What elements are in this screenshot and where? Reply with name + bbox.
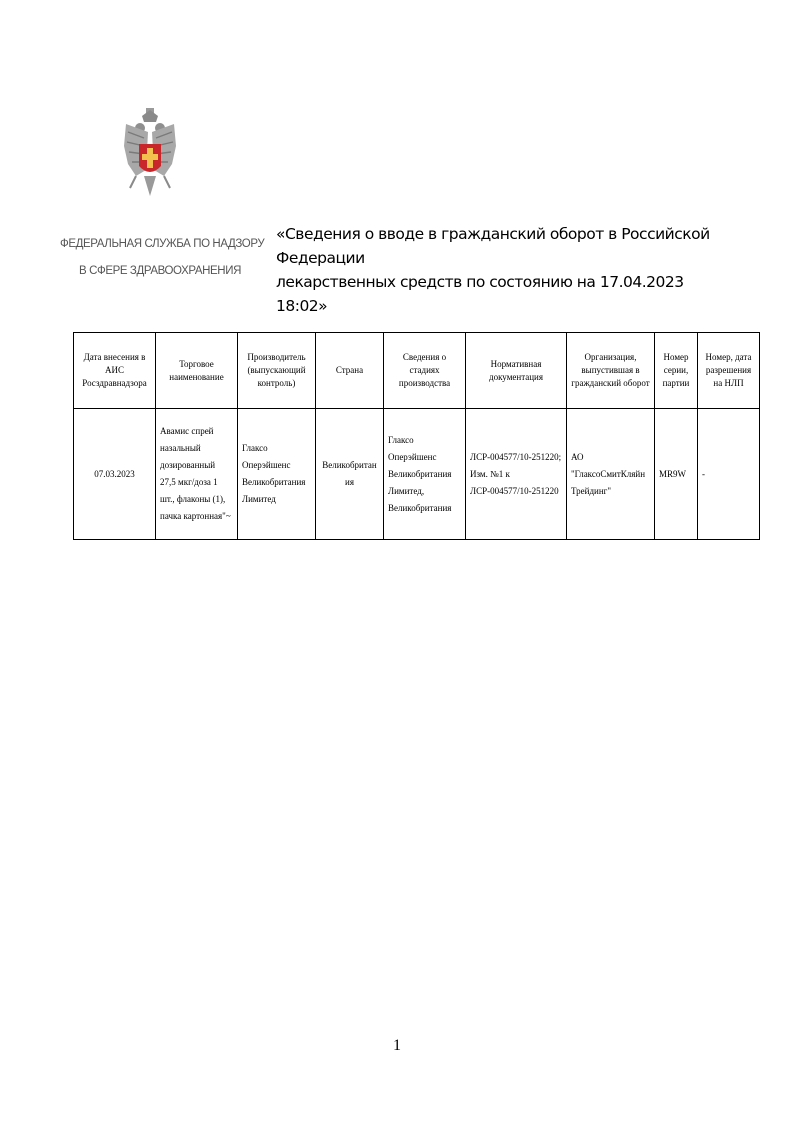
cell-country: Великобритания <box>316 409 384 540</box>
table-row <box>74 409 760 540</box>
column-header: Номер серии, партии <box>655 333 698 409</box>
cell-organization: АО "ГлаксоСмитКляйн Трейдинг" <box>567 409 655 540</box>
column-header: Нормативная документация <box>466 333 567 409</box>
cell-trade-name: Авамис спрей назальный дозированный 27,5 мкг/доза 1 шт., флаконы (1), пачка картонная"~ <box>156 409 238 540</box>
column-header: Сведения о стадиях производства <box>384 333 466 409</box>
column-header: Номер, дата разрешения на НЛП <box>698 333 760 409</box>
cell-permit: - <box>698 409 760 540</box>
cell-date: 07.03.2023 <box>74 409 156 540</box>
cell-normative-docs: ЛСР-004577/10-251220; Изм. №1 к ЛСР-004577/10-251220 <box>466 409 567 540</box>
document-title <box>276 222 716 318</box>
registry-table <box>73 332 760 540</box>
column-header: Организация, выпустившая в гражданский оборот <box>567 333 655 409</box>
cell-batch-number: MR9W <box>655 409 698 540</box>
column-header: Производитель (выпускающий контроль) <box>238 333 316 409</box>
agency-name-line2: В СФЕРЕ ЗДРАВООХРАНЕНИЯ <box>79 265 241 277</box>
emblem-icon <box>122 106 178 202</box>
title-line1: «Сведения о вводе в гражданский оборот в Российской Федерации <box>276 225 710 267</box>
column-header: Торговое наименование <box>156 333 238 409</box>
cell-production-stages: Глаксо Оперэйшенс Великобритания Лимитед, Великобритания <box>384 409 466 540</box>
agency-name <box>60 231 265 285</box>
agency-name-line1: ФЕДЕРАЛЬНАЯ СЛУЖБА ПО НАДЗОРУ <box>60 238 265 250</box>
column-header: Дата внесения в АИС Росздравнадзора <box>74 333 156 409</box>
cell-manufacturer: Глаксо Оперэйшенс Великобритания Лимитед <box>238 409 316 540</box>
page-number: 1 <box>393 1037 401 1054</box>
title-line2: лекарственных средств по состоянию на 17.04.2023 18:02» <box>276 273 684 315</box>
column-header: Страна <box>316 333 384 409</box>
table-header-row <box>74 333 760 409</box>
